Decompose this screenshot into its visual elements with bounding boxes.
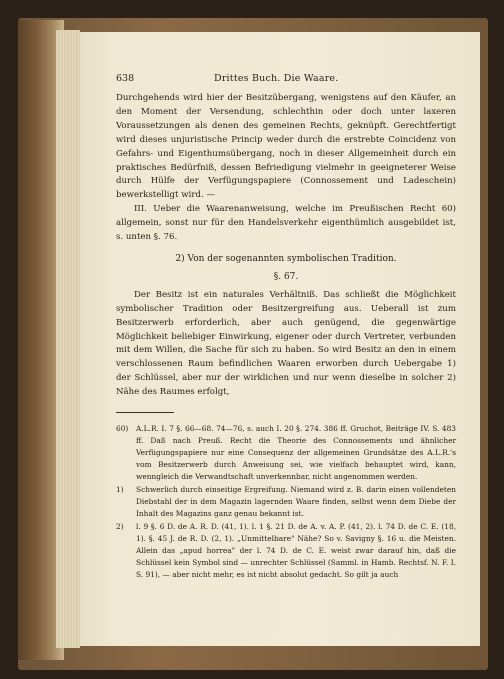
page-body (116, 92, 456, 582)
paragraph-main: Der Besitz ist ein naturales Verhältniß. Das schließt die Möglichkeit symbolischer Tradition oder Besitzergreifung aus. Ueberall ist zum Besitzerwerb erforderlich, aber auch genügend, die gegenwärtige Möglichkeit beliebiger Einwirkung, eigener oder durch Vertreter, verbunden mit dem Willen, die Sache für sich zu haben. So wird Besitz an den in einem verschlossenen Raum befindlichen Waaren erworben durch Uebergabe 1) der Schlüssel, aber nur der wirklichen und nur wenn dieselbe in solcher 2) Nähe des Raumes erfolgt, (116, 289, 456, 398)
running-title: Drittes Buch. Die Waare. (214, 73, 339, 84)
footnote-text: l. 9 §. 6 D. de A. R. D. (41, 1). l. 1 §. 21 D. de A. v. A. P. (41, 2). l. 74 D. de C. E. (18, 1). §. 45 J. de R. D. (2, 1). „Unmittelbare" Nähe? So v. Savigny §. 16 u. die Meisten. Allein das „apud horrea" der l. 74 D. de C. E. weist zwar darauf hin, daß die Schlüssel kein Symbol sind — unrechter Schlüssel (Samml. in Hamb. Rechtsf. N. F. I. S. 91), — aber nicht mehr, es ist nicht absolut gedacht. So gilt ja auch (136, 522, 456, 580)
footnotes (116, 423, 456, 581)
footnote-mark: 1) (116, 485, 124, 495)
footnote-text: A.L.R. I. 7 §. 66—68. 74—76, s. auch I. 20 §. 274. 386 ff. Gruchot, Beiträge IV. S. 483 ff. Daß nach Preuß. Recht die Theorie des Connossements und ähnlicher Verfügungspapiere nur eine Consequenz der allgemeinen Grundsätze des A.L.R.'s vom Besitzerwerb durch Anweisung sei, wie vielfach behauptet wird, kann, wenngleich die Verwandtschaft unverkennbar, nicht angenommen werden. (136, 424, 456, 482)
paragraph-2: III. Ueber die Waarenanweisung, welche im Preußischen Recht 60) allgemein, sonst nur für den Handelsverkehr eigenthümlich ausgebildet ist, s. unten §. 76. (116, 204, 456, 243)
section-number: §. 67. (273, 271, 299, 282)
page-edges (56, 30, 80, 648)
book-page (80, 32, 480, 646)
footnote-mark: 60) (116, 424, 129, 434)
footnote (116, 423, 456, 483)
footnote-rule (116, 412, 174, 413)
footnote-mark: 2) (116, 522, 124, 532)
page-number: 638 (116, 73, 135, 84)
section-heading: 2) Von der sogenannten symbolischen Tradition. (175, 253, 397, 264)
paragraph-1: Durchgehends wird hier der Besitzübergang, wenigstens auf den Käufer, an den Moment der Versendung, schlechthin oder doch unter laxeren Voraussetzungen als denen des gemeinen Rechts, geknüpft. Gerechtfertigt wird dieses unjuristische Princip weder durch die erstrebte Coincidenz von Gefahrs- und Eigenthumsübergang, noch in dieser Allgemeinheit durch ein praktisches Bedürfniß, dessen Befriedigung vielmehr in geeigneterer Weise durch Hülfe der Verfügungspapiere (Connossement und Ladeschein) bewerkstelligt wird. — (116, 93, 456, 201)
footnote (116, 521, 456, 581)
footnote-text: Schwerlich durch einseitige Ergreifung. Niemand wird z. B. darin einen vollendeten Diebstahl der in dem Magazin lagernden Waare finden, selbst wenn dem Diebe der Inhalt des Magazins ganz genau bekannt ist. (136, 485, 456, 519)
footnote (116, 484, 456, 520)
